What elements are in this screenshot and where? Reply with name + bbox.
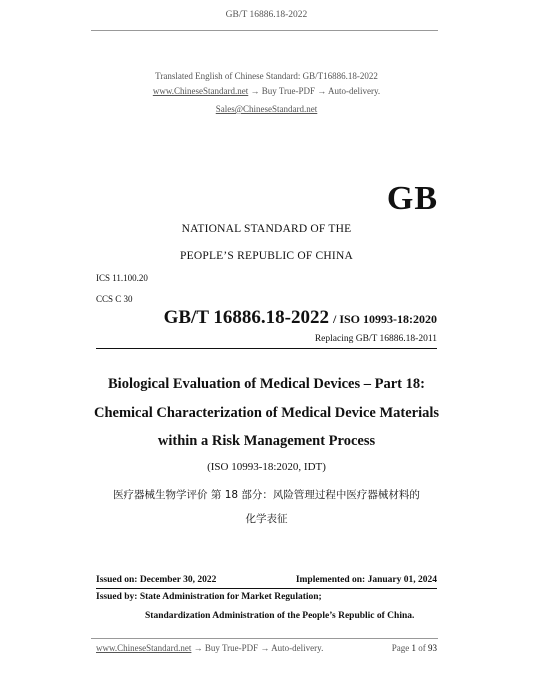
replacing-note: Replacing GB/T 16886.18-2011 — [314, 334, 437, 344]
issuer-line1: Issued by: State Administration for Market Regulation; — [96, 592, 322, 602]
page-indicator — [392, 643, 437, 653]
title-line2: Chemical Characterization of Medical Device Materials — [93, 405, 440, 421]
ccs-code: CCS C 30 — [96, 294, 133, 304]
footer-purchase-line — [96, 643, 323, 653]
standard-code: GB/T 16886.18-2022 — [163, 307, 329, 328]
of-label: of — [418, 643, 426, 653]
standard-code-block — [164, 307, 437, 329]
email-line — [0, 104, 533, 114]
gb-mark: GB — [386, 180, 438, 217]
title-line1: Biological Evaluation of Medical Devices – Part 18: — [108, 376, 425, 392]
purchase-line — [0, 86, 533, 96]
translation-note: Translated English of Chinese Standard: GB/T16886.18-2022 — [155, 71, 378, 81]
code-rule — [96, 348, 437, 349]
issued-date: Issued on: December 30, 2022 — [96, 575, 217, 585]
chinese-title-line1: 医疗器械生物学评价 第 18 部分：风险管理过程中医疗器械材料的 — [113, 489, 420, 501]
page-total: 93 — [428, 643, 437, 653]
header-divider — [91, 30, 438, 31]
iso-reference: (ISO 10993-18:2020, IDT) — [207, 461, 326, 473]
ics-code: ICS 11.100.20 — [96, 273, 148, 283]
footer-website-link[interactable]: www.ChineseStandard.net — [96, 643, 192, 653]
title-line3: within a Risk Management Process — [157, 433, 376, 449]
dates-rule — [96, 588, 437, 589]
national-standard-line2: PEOPLE’S REPUBLIC OF CHINA — [180, 250, 353, 262]
running-header: GB/T 16886.18-2022 — [225, 10, 308, 20]
national-standard-line1: NATIONAL STANDARD OF THE — [181, 223, 352, 235]
delivery-note: → Buy True-PDF → Auto-delivery. — [250, 86, 381, 96]
page-number: 1 — [411, 643, 416, 653]
email-link[interactable]: Sales@ChineseStandard.net — [215, 104, 318, 114]
website-link[interactable]: www.ChineseStandard.net — [152, 86, 249, 96]
implemented-date: Implemented on: January 01, 2024 — [295, 575, 437, 585]
footer-divider — [91, 638, 438, 639]
chinese-title-line2: 化学表征 — [245, 513, 288, 525]
issuer-line2: Standardization Administration of the People’s Republic of China. — [145, 611, 415, 621]
footer-delivery-note: → Buy True-PDF → Auto-delivery. — [193, 643, 324, 653]
iso-code: / ISO 10993-18:2020 — [332, 312, 437, 326]
page-label: Page — [391, 643, 410, 653]
